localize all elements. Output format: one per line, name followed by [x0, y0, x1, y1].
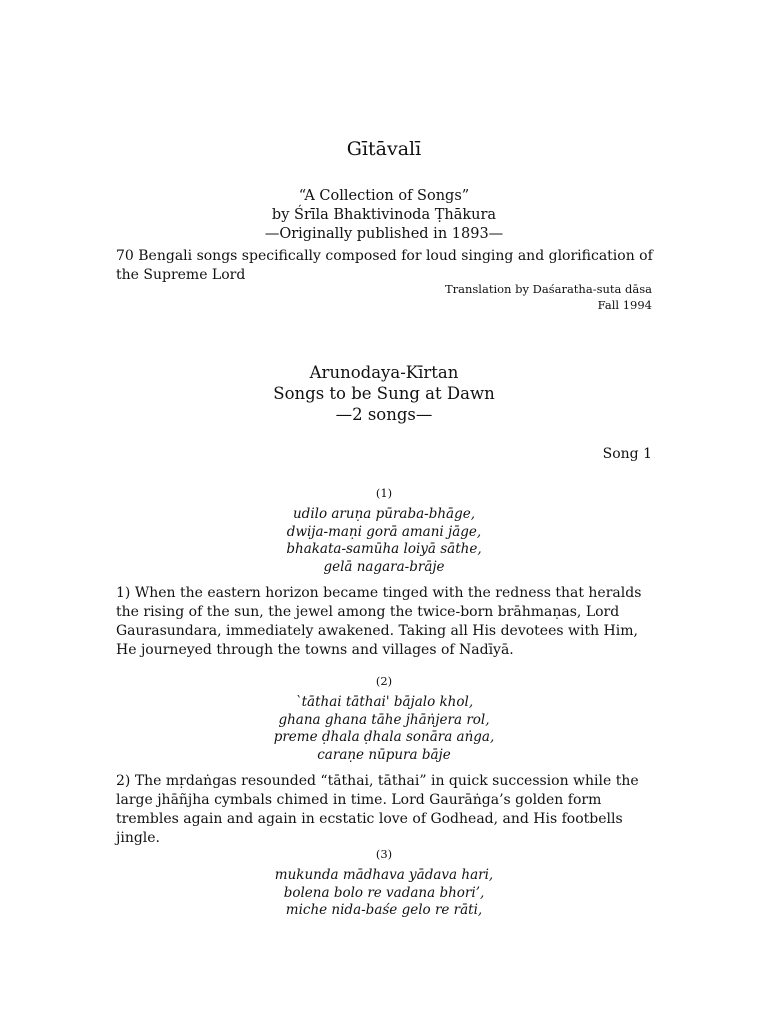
verse-number: (3): [375, 847, 393, 861]
verse-line: ghana ghana tāhe jhāṅjera rol,: [278, 711, 490, 728]
translation-credit: Translation by Daśaratha-suta dāsa: [444, 282, 652, 296]
verse-line: `tāthai tāthai' bājalo khol,: [294, 694, 474, 710]
verse-text: [0, 694, 768, 764]
section-subtitle-line: Songs to be Sung at Dawn: [273, 384, 495, 403]
song-label: Song 1: [602, 446, 652, 462]
verse-line: dwija-maṇi gorā amani jāge,: [286, 523, 482, 540]
section-title-line: Arunodaya-Kīrtan: [309, 363, 459, 382]
translation-credit-block: [445, 282, 652, 313]
translation-date: Fall 1994: [597, 297, 652, 312]
verse-line: udilo aruṇa pūraba-bhāge,: [292, 506, 476, 522]
verse-line: gelā nagara-brāje: [323, 558, 445, 575]
author-line: by Śrīla Bhaktivinoda Ṭhākura: [271, 207, 497, 223]
collection-description: 70 Bengali songs specifically composed for loud singing and glorification of the Supreme Lord: [116, 248, 653, 283]
verse-translation: 1) When the eastern horizon became tinged with the redness that heralds the rising of the sun, the jewel among the twice-born brāhmaṇas, Lord Gaurasundara, immediately awakened. Taking all His devotees with Him, He journeyed through the towns and villages of Nadīyā.: [116, 585, 642, 658]
verse-translation: 2) The mṛdaṅgas resounded “tāthai, tāthai” in quick succession while the large jhāñjha cymbals chimed in time. Lord Gaurāṅga’s golden form trembles again and again in ecstatic love of Godhead, and His footbells jingle.: [116, 773, 639, 846]
verse-line: bolena bolo re vadana bhori’,: [283, 884, 485, 901]
verse-number: (1): [375, 486, 393, 500]
section-title: [0, 362, 768, 425]
verse-line: preme ḍhala ḍhala sonāra aṅga,: [273, 729, 495, 745]
subtitle-block: [0, 187, 768, 244]
verse-line: mukunda mādhava yādava hari,: [274, 867, 494, 883]
publication-line: —Originally published in 1893—: [264, 226, 504, 242]
verse-line: miche nida-baśe gelo re rāti,: [285, 902, 483, 918]
verse-line: bhakata-samūha loiyā sāthe,: [286, 541, 482, 557]
section-count-line: —2 songs—: [335, 405, 433, 424]
verse-line: caraṇe nūpura bāje: [317, 746, 451, 763]
verse-text: [0, 506, 768, 576]
subtitle-line: “A Collection of Songs”: [298, 188, 470, 204]
page-title: Gītāvalī: [346, 138, 422, 160]
verse-number: (2): [375, 674, 393, 688]
verse-text: [0, 867, 768, 920]
